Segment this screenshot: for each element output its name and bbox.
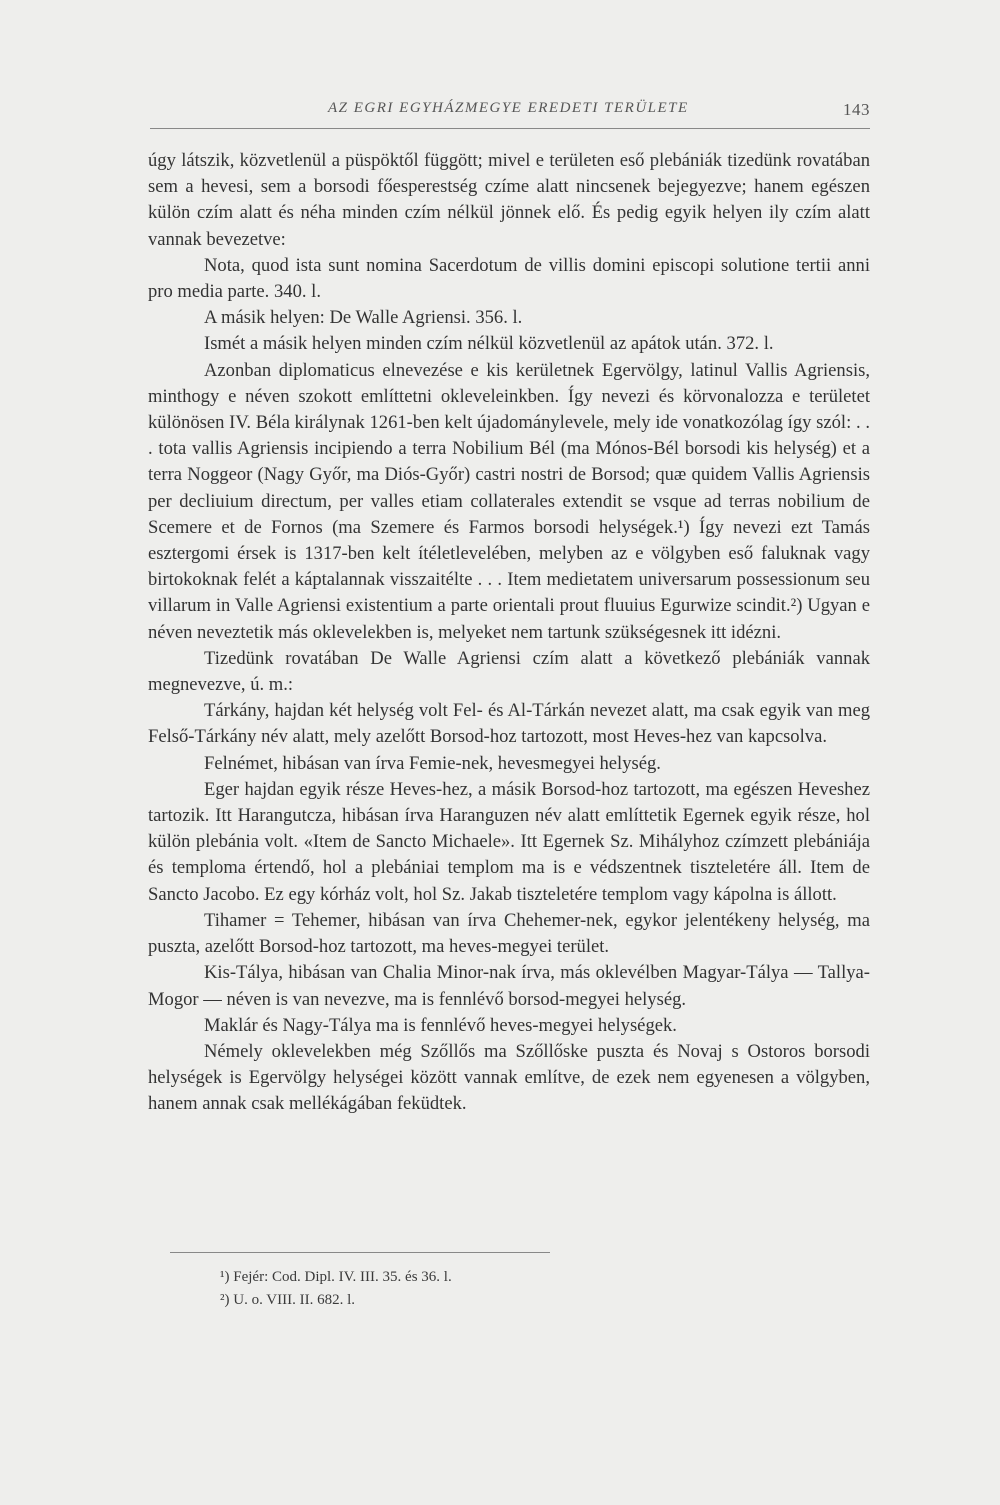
paragraph: Azonban diplomaticus elnevezése e kis kerületnek Egervölgy, latinul Vallis Agriensis, minthogy e néven szokott említtetni okleveleinkben. Így nevezi és körvonalozza e területet különösen IV. Béla királynak 1261-ben kelt újadománylevele, mely ide vonatkozólag így szól: . . . tota vallis Agriensis incipiendo a terra Nobilium Bél (ma Mónos-Bél borsodi kis helység) et a terra Noggeor (Nagy Győr, ma Diós-Győr) castri nostri de Borsod; quæ quidem Vallis Agriensis per decliuium directum, per valles etiam collaterales extendit se vsque ad terras nobilium de Scemere et de Fornos (ma Szemere és Farmos borsodi helységek.¹) Így nevezi ezt Tamás esztergomi érsek is 1317-ben kelt ítéletlevelében, melyben az e völgyben eső faluknak vagy birtokoknak felét a káptalannak visszaitélte . . . Item medietatem universarum possessionum seu villarum in Valle Agriensi existentium a parte orientali prout fluuius Egurwize scindit.²) Ugyan e néven neveztetik más oklevelekben is, melyeket nem tartunk szükségesnek itt idézni.	[148, 359, 870, 643]
header-rule	[150, 128, 870, 129]
paragraph: Eger hajdan egyik része Heves-hez, a másik Borsod-hoz tartozott, ma egészen Heveshez tartozik. Itt Harangutcza, hibásan írva Haranguzen név alatt említtetik Egernek egyik része, hol külön plebánia volt. «Item de Sancto Michaele». Itt Egernek Sz. Mihályhoz czímzett plebániája és temploma értendő, hol a plebániai templom ma is e védszentnek tiszteletére áll. Item de Sancto Jacobo. Ez egy kórház volt, hol Sz. Jakab tiszteletére templom vagy kápolna is állott.	[148, 778, 870, 905]
paragraph: Felnémet, hibásan van írva Femie-nek, hevesmegyei helység.	[204, 752, 661, 774]
paragraph: Maklár és Nagy-Tálya ma is fennlévő heves-megyei helységek.	[204, 1014, 677, 1036]
paragraph: Ismét a másik helyen minden czím nélkül közvetlenül az apátok után. 372. l.	[204, 333, 774, 355]
footnote: ¹) Fejér: Cod. Dipl. IV. III. 35. és 36. l.	[220, 1269, 452, 1285]
page-number: 143	[843, 100, 870, 119]
running-header	[150, 100, 870, 126]
footnote: ²) U. o. VIII. II. 682. l.	[220, 1292, 356, 1308]
running-title: AZ EGRI EGYHÁZMEGYE EREDETI TERÜLETE	[328, 100, 689, 116]
paragraph: Nota, quod ista sunt nomina Sacerdotum de villis domini episcopi solutione tertii anni pro media parte. 340. l.	[148, 254, 870, 303]
paragraph: Tihamer = Tehemer, hibásan van írva Chehemer-nek, egykor jelentékeny helység, ma puszta, azelőtt Borsod-hoz tartozott, ma heves-megyei terület.	[148, 909, 870, 958]
footnote-rule	[170, 1252, 550, 1253]
paragraph: A másik helyen: De Walle Agriensi. 356. l.	[204, 307, 523, 329]
body-text	[148, 148, 870, 1118]
paragraph: Tárkány, hajdan két helység volt Fel- és Al-Tárkán nevezet alatt, ma csak egyik van meg Felső-Tárkány név alatt, mely azelőtt Borsod-hoz tartozott, most Heves-hez van kapcsolva.	[148, 700, 870, 748]
paragraph: Kis-Tálya, hibásan van Chalia Minor-nak írva, más oklevélben Magyar-Tálya — Tallya-Mogor — néven is van nevezve, ma is fennlévő borsod-megyei helység.	[148, 962, 870, 1010]
paragraph: Tizedünk rovatában De Walle Agriensi czím alatt a következő plebániák vannak megnevezve, ú. m.:	[148, 647, 870, 696]
paragraph: Némely oklevelekben még Szőllős ma Szőllőske puszta és Novaj s Ostoros borsodi helységek is Egervölgy helységei között vannak említve, de ezek nem egyenesen a völgyben, hanem annak csak mellékágában feküdtek.	[148, 1040, 870, 1115]
footnotes	[220, 1266, 720, 1312]
paragraph: úgy látszik, közvetlenül a püspöktől függött; mivel e területen eső plebániák tizedünk rovatában sem a hevesi, sem a borsodi főesperestség czíme alatt nincsenek bejegyezve; hanem egészen külön czím alatt és néha minden czím nélkül jönnek elő. És pedig egyik helyen ily czím alatt vannak bevezetve:	[148, 150, 870, 250]
